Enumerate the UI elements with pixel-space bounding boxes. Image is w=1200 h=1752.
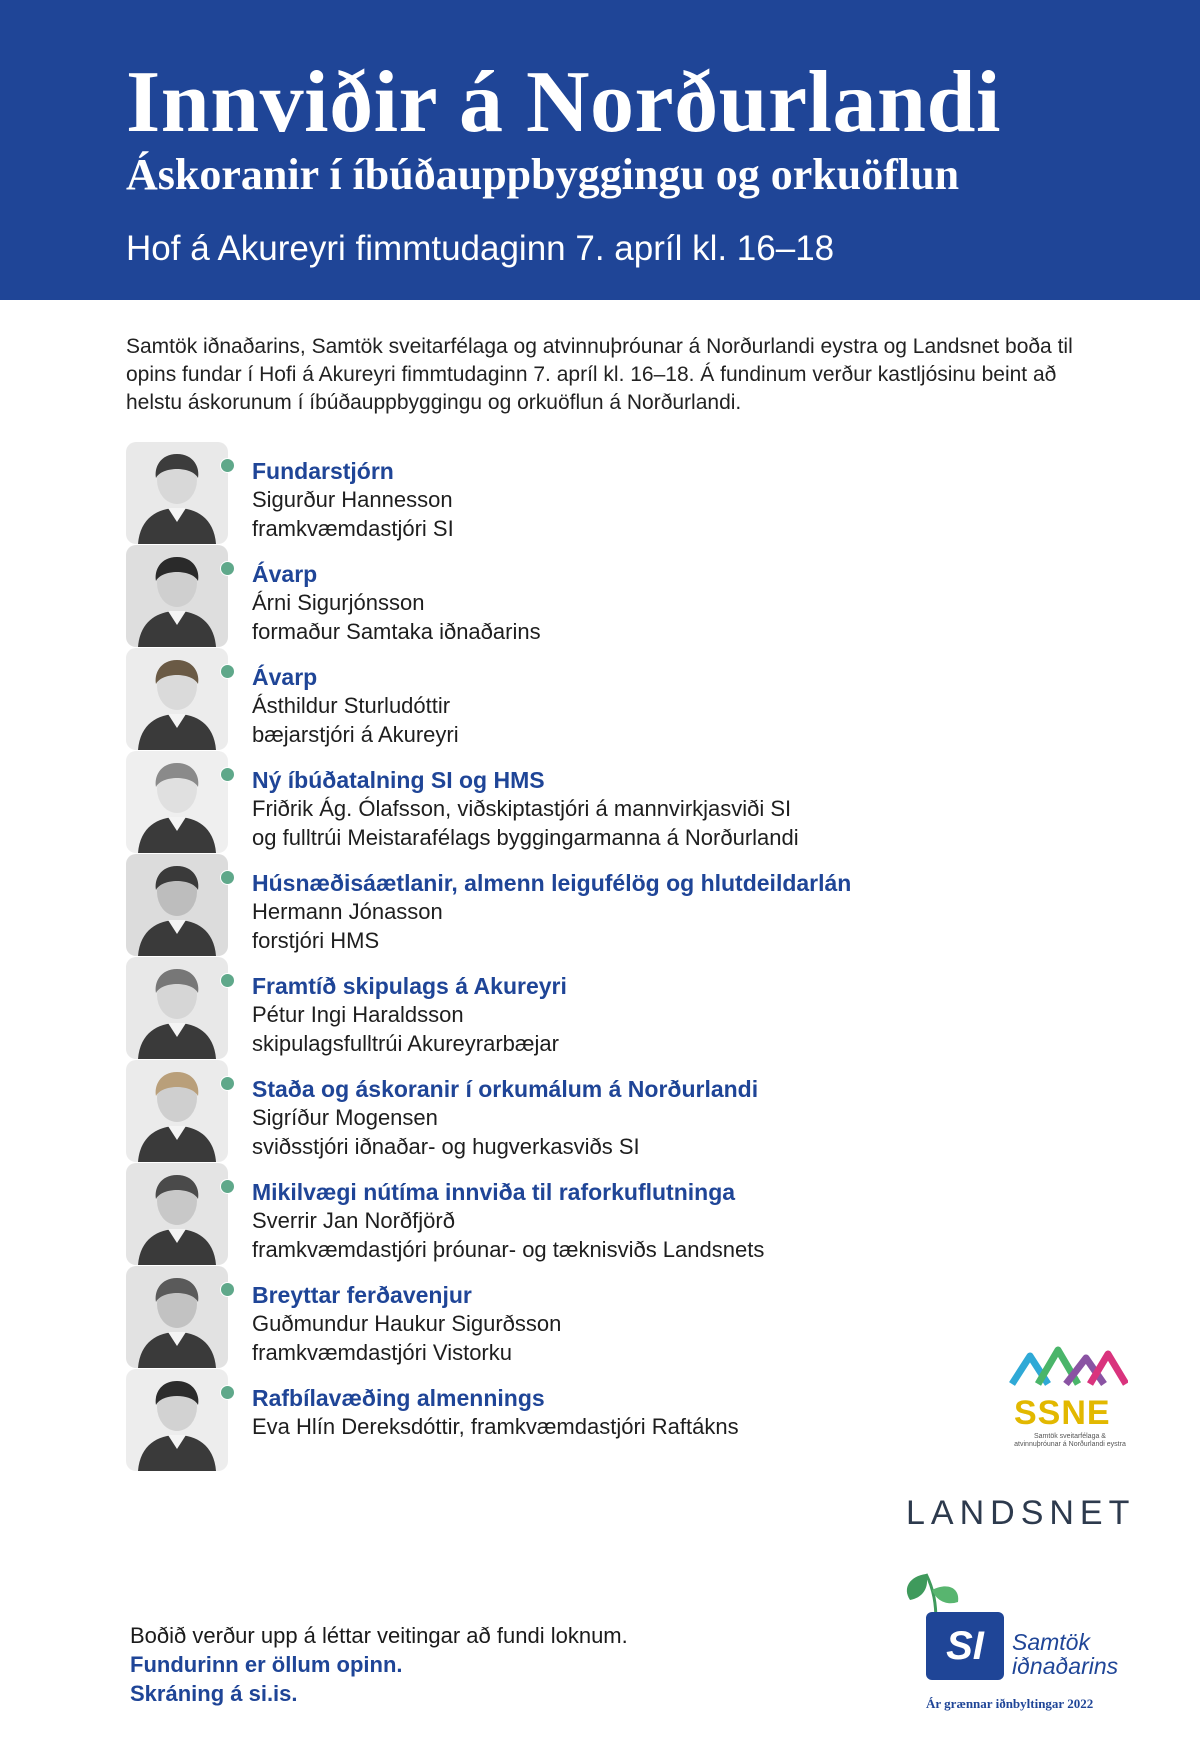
speaker-name: Sigríður Mogensen [252,1105,438,1130]
si-logo [896,1560,1126,1720]
agenda-topic: Framtíð skipulags á Akureyri [252,973,567,999]
speaker-role: og fulltrúi Meistarafélags byggingarmanna á Norðurlandi [252,825,799,850]
agenda-topic: Staða og áskoranir í orkumálum á Norðurlandi [252,1076,759,1102]
speaker-name: Hermann Jónasson [252,899,443,924]
speaker-role: framkvæmdastjóri þróunar- og tæknisviðs Landsnets [252,1237,765,1262]
agenda-topic: Húsnæðisáætlanir, almenn leigufélög og hlutdeildarlán [252,870,852,896]
si-name-line2: iðnaðarins [1012,1653,1119,1679]
agenda-item [126,1060,926,1162]
bullet-dot-icon [220,561,235,576]
agenda-item-text [252,1178,952,1264]
agenda-item [126,751,926,853]
speaker-photo [126,1060,228,1162]
agenda-item-text [252,457,952,543]
bullet-dot-icon [220,767,235,782]
agenda-item-text [252,766,952,852]
bullet-dot-icon [220,1385,235,1400]
page-title: Innviðir á Norðurlandi [126,54,1001,151]
footer-open-to-all: Fundurinn er öllum opinn. [130,1652,403,1677]
agenda-item [126,1163,926,1265]
speaker-role: framkvæmdastjóri SI [252,516,454,541]
event-date-location: Hof á Akureyri fimmtudaginn 7. apríl kl. 16–18 [126,229,835,268]
agenda-item-text [252,1281,952,1367]
speaker-role: framkvæmdastjóri Vistorku [252,1340,512,1365]
si-name [1012,1630,1118,1678]
bullet-dot-icon [220,1179,235,1194]
speaker-photo [126,545,228,647]
ssne-mountains-icon [1008,1340,1128,1394]
speaker-name: Árni Sigurjónsson [252,590,425,615]
speaker-photo [126,854,228,956]
speaker-role: sviðsstjóri iðnaðar- og hugverkasviðs SI [252,1134,640,1159]
speaker-photo [126,1369,228,1471]
agenda-item-text [252,663,952,749]
agenda-item-text [252,1075,952,1161]
speaker-photo [126,648,228,750]
footer-registration: Skráning á si.is. [130,1681,298,1706]
landsnet-logo: LANDSNET [906,1494,1136,1532]
agenda-item-text [252,869,952,955]
agenda-item [126,1369,926,1471]
ssne-logo [1008,1340,1128,1460]
agenda-item-text [252,1384,952,1441]
bullet-dot-icon [220,973,235,988]
speaker-name: Pétur Ingi Haraldsson [252,1002,464,1027]
si-tagline: Ár grænnar iðnbyltingar 2022 [926,1696,1094,1711]
agenda-topic: Mikilvægi nútíma innviða til raforkuflutninga [252,1179,736,1205]
agenda-topic: Fundarstjórn [252,458,394,484]
speaker-photo [126,1163,228,1265]
speaker-role: skipulagsfulltrúi Akureyrarbæjar [252,1031,559,1056]
si-mark: SI [926,1612,1004,1680]
si-name-line1: Samtök [1012,1629,1090,1655]
speaker-name: Ásthildur Sturludóttir [252,693,451,718]
agenda-topic: Rafbílavæðing almennings [252,1385,545,1411]
bullet-dot-icon [220,664,235,679]
speaker-photo [126,957,228,1059]
agenda-item-text [252,972,952,1058]
speaker-name: Sigurður Hannesson [252,487,453,512]
agenda-item [126,854,926,956]
page-subtitle: Áskoranir í íbúðauppbyggingu og orkuöflun [126,150,960,199]
speaker-role: formaður Samtaka iðnaðarins [252,619,541,644]
speaker-photo [126,1266,228,1368]
bullet-dot-icon [220,1282,235,1297]
speaker-photo [126,442,228,544]
speaker-name: Friðrik Ág. Ólafsson, viðskiptastjóri á mannvirkjasviði SI [252,796,792,821]
ssne-tagline: Samtök sveitarfélaga & atvinnuþróunar á Norðurlandi eystra [1014,1433,1126,1448]
bullet-dot-icon [220,1076,235,1091]
header-banner [0,0,1200,300]
agenda-topic: Breyttar ferðavenjur [252,1282,472,1308]
agenda-topic: Ný íbúðatalning SI og HMS [252,767,545,793]
ssne-wordmark: SSNE [1014,1394,1111,1432]
speaker-role: forstjóri HMS [252,928,380,953]
agenda-item [126,442,926,544]
bullet-dot-icon [220,870,235,885]
footer [130,1621,628,1708]
agenda-item [126,545,926,647]
agenda-item [126,1266,926,1368]
agenda-topic: Ávarp [252,664,318,690]
intro-paragraph: Samtök iðnaðarins, Samtök sveitarfélaga og atvinnuþróunar á Norðurlandi eystra og Landsnet boða til opins fundar í Hofi á Akureyri fimmtudaginn 7. apríl kl. 16–18. Á fundinum verður kastljósinu beint að helstu áskorunum í íbúðauppbyggingu og orkuöflun á Norðurlandi. [126,335,1073,414]
agenda-item [126,957,926,1059]
agenda-topic: Ávarp [252,561,318,587]
speaker-role: bæjarstjóri á Akureyri [252,722,459,747]
footer-refreshments: Boðið verður upp á léttar veitingar að fundi loknum. [130,1623,628,1648]
agenda-item-text [252,560,952,646]
speaker-name: Guðmundur Haukur Sigurðsson [252,1311,562,1336]
speaker-name: Sverrir Jan Norðfjörð [252,1208,455,1233]
speaker-photo [126,751,228,853]
bullet-dot-icon [220,458,235,473]
agenda-item [126,648,926,750]
speaker-name: Eva Hlín Dereksdóttir, framkvæmdastjóri Raftákns [252,1414,739,1439]
